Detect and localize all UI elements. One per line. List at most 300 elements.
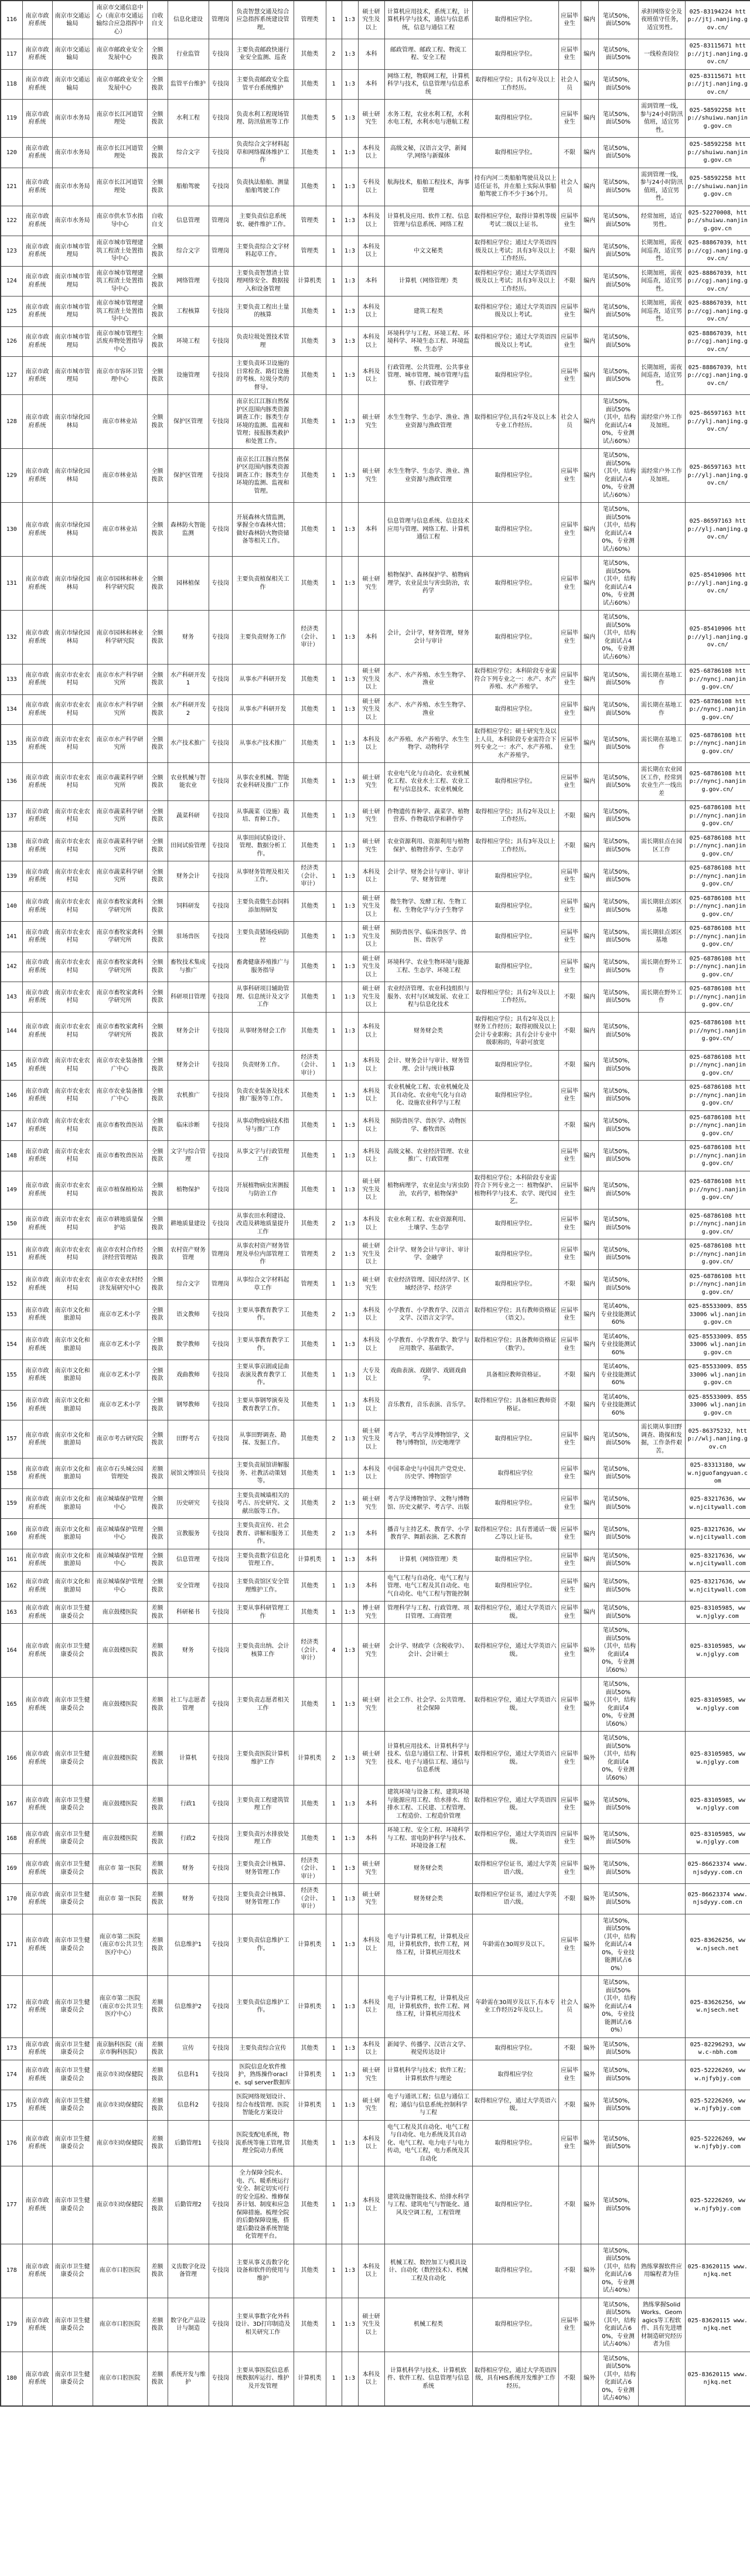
cell-other bbox=[472, 1141, 558, 1171]
cell-ratio: 1:3 bbox=[342, 1330, 358, 1360]
cell-post: 监管平台维护 bbox=[168, 69, 209, 100]
cell-contact: 025-83115671 http://jtj.nanjing.gov.cn/ bbox=[685, 69, 750, 100]
cell-exam: 笔试50%，面试50% bbox=[598, 297, 638, 327]
cell-count: 1 bbox=[326, 449, 342, 503]
cell-edu: 专科及以上 bbox=[358, 168, 384, 206]
cell-count: 1 bbox=[326, 1976, 342, 2038]
cell-other: 取得相应学位，取得计算机等级考试二级以上证书。 bbox=[472, 206, 558, 236]
cell-ratio: 1:3 bbox=[342, 694, 358, 725]
cell-exam: 笔试50%，面试50% bbox=[598, 1081, 638, 1111]
cell-post_type: 专技岗 bbox=[209, 449, 232, 503]
cell-unit: 南京市农村合作经济经营管理站 bbox=[93, 1239, 147, 1270]
cell-contact: 025-83313180，www.njguofangyuan.com bbox=[685, 1459, 750, 1489]
cell-contact: 025-83217636，www.njcitywall.com bbox=[685, 1571, 750, 1602]
cell-system: 南京市政府系统 bbox=[22, 2166, 52, 2244]
cell-no: 176 bbox=[1, 2120, 22, 2166]
cell-dept: 南京市绿化园林局 bbox=[52, 449, 93, 503]
cell-funding: 全额拨款 bbox=[147, 861, 168, 892]
cell-count: 1 bbox=[326, 357, 342, 395]
cell-post: 信息科1 bbox=[168, 2060, 209, 2090]
table-row bbox=[1, 39, 750, 70]
cell-count: 1 bbox=[326, 1914, 342, 1976]
cell-ratio: 1:3 bbox=[342, 952, 358, 982]
cell-category: 其他类 bbox=[294, 2244, 326, 2298]
cell-system: 南京市政府系统 bbox=[22, 801, 52, 832]
cell-dept: 南京市农业农村局 bbox=[52, 1081, 93, 1111]
cell-post: 设施管理 bbox=[168, 357, 209, 395]
cell-system: 南京市政府系统 bbox=[22, 1420, 52, 1459]
cell-count: 1 bbox=[326, 763, 342, 801]
cell-majors: 水生生物学、生态学、渔业、渔业资源与渔政管理 bbox=[384, 395, 472, 449]
cell-count: 1 bbox=[326, 1884, 342, 1914]
cell-remark bbox=[638, 1488, 685, 1519]
cell-dept: 南京市卫生健康委员会 bbox=[52, 1914, 93, 1976]
cell-ratio: 1:3 bbox=[342, 1976, 358, 2038]
cell-category: 其他类 bbox=[294, 922, 326, 952]
cell-contact: 025-68786108 http://nyncj.nanjing.gov.cn/ bbox=[685, 694, 750, 725]
cell-source: 应届毕业生 bbox=[558, 725, 581, 763]
cell-edu: 本科及以上 bbox=[358, 1081, 384, 1111]
cell-category: 其他类 bbox=[294, 1571, 326, 1602]
cell-funding: 差额拨款 bbox=[147, 1884, 168, 1914]
cell-exam: 笔试50%，面试50%（其中，结构化面试占40%，专业测试占60%） bbox=[598, 611, 638, 665]
cell-other: 取得相应学位。 bbox=[472, 557, 558, 611]
cell-unit: 南京市蔬菜科学研究所 bbox=[93, 763, 147, 801]
cell-majors: 环境工程、安全工程、环境科学与工程、雷电防护科学与技术、环境设备工程 bbox=[384, 1824, 472, 1854]
table-row bbox=[1, 1678, 750, 1732]
table-row bbox=[1, 557, 750, 611]
cell-estab: 编内 bbox=[581, 694, 598, 725]
cell-source: 应届毕业生 bbox=[558, 1488, 581, 1519]
cell-dept: 南京市水务局 bbox=[52, 138, 93, 168]
cell-remark bbox=[638, 1824, 685, 1854]
table-row bbox=[1, 665, 750, 695]
cell-remark: 经常加班，适宜男性。 bbox=[638, 206, 685, 236]
cell-estab: 编内 bbox=[581, 1171, 598, 1209]
cell-contact: 025-88867039，http://cgj.nanjing.gov.cn/ bbox=[685, 326, 750, 357]
cell-unit: 南京市妇幼保健院 bbox=[93, 2090, 147, 2121]
cell-remark bbox=[638, 861, 685, 892]
cell-ratio: 1:3 bbox=[342, 206, 358, 236]
table-row bbox=[1, 763, 750, 801]
cell-unit: 南京市长江河道管理处 bbox=[93, 168, 147, 206]
cell-system: 南京市政府系统 bbox=[22, 2352, 52, 2406]
cell-count: 2 bbox=[326, 1209, 342, 1239]
cell-edu: 本科 bbox=[358, 1824, 384, 1854]
cell-exam: 笔试50%，面试50%（其中，结构化面试占60%，专业测试占40%） bbox=[598, 2298, 638, 2352]
cell-post_type: 专技岗 bbox=[209, 357, 232, 395]
cell-edu: 硕士研究生 bbox=[358, 2090, 384, 2121]
cell-dept: 南京市卫生健康委员会 bbox=[52, 2244, 93, 2298]
cell-contact: 025-82296293，www.c-nbh.com bbox=[685, 2037, 750, 2060]
cell-desc: 主要从事教育教学工作。 bbox=[232, 1300, 294, 1330]
cell-exam: 笔试50%，面试50% bbox=[598, 891, 638, 922]
table-row bbox=[1, 1519, 750, 1549]
cell-category: 其他类 bbox=[294, 2298, 326, 2352]
cell-count: 2 bbox=[326, 1732, 342, 1786]
cell-estab: 编内 bbox=[581, 1420, 598, 1459]
cell-system: 南京市政府系统 bbox=[22, 611, 52, 665]
cell-unit: 南京城墙保护管理中心 bbox=[93, 1571, 147, 1602]
cell-system: 南京市政府系统 bbox=[22, 763, 52, 801]
cell-majors: 小学教育、小学教育学、数学与应用数学、基础数学。 bbox=[384, 1330, 472, 1360]
cell-system: 南京市政府系统 bbox=[22, 357, 52, 395]
cell-other: 具备相应教师资格证。 bbox=[472, 1360, 558, 1391]
cell-dept: 南京市卫生健康委员会 bbox=[52, 1976, 93, 2038]
cell-no: 133 bbox=[1, 665, 22, 695]
cell-system: 南京市政府系统 bbox=[22, 1269, 52, 1300]
cell-category: 管理类 bbox=[294, 1269, 326, 1300]
cell-dept: 南京市农业农村局 bbox=[52, 1110, 93, 1141]
cell-unit: 南京市艺术小学 bbox=[93, 1390, 147, 1420]
cell-source: 应届毕业生 bbox=[558, 557, 581, 611]
cell-majors: 电气工程及其自动化、电气工程与自动化、电力系统及其自动化、电气工程、电力电子与电力传动，电气工程，电力系统及其自动化 bbox=[384, 2120, 472, 2166]
table-row bbox=[1, 694, 750, 725]
cell-majors: 会计学、财政学（含税收学）、会计、会计硕士 bbox=[384, 1624, 472, 1678]
cell-other: 取得相应学位 bbox=[472, 2060, 558, 2090]
cell-estab: 编外 bbox=[581, 1914, 598, 1976]
cell-unit: 南京市水产科学研究所 bbox=[93, 694, 147, 725]
cell-category: 经济类（会计、审计） bbox=[294, 1884, 326, 1914]
cell-category: 其他类 bbox=[294, 982, 326, 1013]
table-row bbox=[1, 1624, 750, 1678]
cell-source: 应届毕业生 bbox=[558, 665, 581, 695]
cell-source: 不限 bbox=[558, 801, 581, 832]
cell-count: 1 bbox=[326, 266, 342, 297]
cell-category: 其他类 bbox=[294, 665, 326, 695]
cell-ratio: 1:3 bbox=[342, 297, 358, 327]
cell-post_type: 专技岗 bbox=[209, 1012, 232, 1050]
cell-post_type: 专技岗 bbox=[209, 2060, 232, 2090]
cell-source: 应届毕业生 bbox=[558, 2298, 581, 2352]
cell-desc: 主要从事钢琴演奏及教育教学工作。 bbox=[232, 1390, 294, 1420]
cell-post_type: 专技岗 bbox=[209, 1050, 232, 1081]
cell-unit: 南京市畜牧家禽科学研究所 bbox=[93, 952, 147, 982]
cell-majors: 农业经济管理、国民经济学、区域经济学、经济学 bbox=[384, 1269, 472, 1300]
cell-no: 139 bbox=[1, 861, 22, 892]
cell-edu: 本科 bbox=[358, 69, 384, 100]
cell-no: 175 bbox=[1, 2090, 22, 2121]
cell-count: 1 bbox=[326, 1678, 342, 1732]
table-row bbox=[1, 1420, 750, 1459]
cell-system: 南京市政府系统 bbox=[22, 831, 52, 861]
cell-count: 2 bbox=[326, 1488, 342, 1519]
cell-funding: 差额拨款 bbox=[147, 2166, 168, 2244]
cell-funding: 全额拨款 bbox=[147, 1300, 168, 1330]
cell-category: 其他类 bbox=[294, 357, 326, 395]
cell-no: 157 bbox=[1, 1420, 22, 1459]
cell-category: 其他类 bbox=[294, 1110, 326, 1141]
cell-count: 1 bbox=[326, 611, 342, 665]
cell-exam: 笔试50%，面试50% bbox=[598, 168, 638, 206]
cell-desc: 从事动物疫病技术指导与推广工作 bbox=[232, 1110, 294, 1141]
cell-other: 取得相应学位。 bbox=[472, 449, 558, 503]
cell-majors: 农业电气化与自动化、农业机械化工程、农业水土工程、农业工程与信息技术、农业机械化 bbox=[384, 763, 472, 801]
cell-desc: 主要负责展馆讲解服务、社教活动策划等。 bbox=[232, 1459, 294, 1489]
cell-no: 124 bbox=[1, 266, 22, 297]
cell-edu: 硕士研究生 bbox=[358, 1269, 384, 1300]
cell-funding: 差额拨款 bbox=[147, 2120, 168, 2166]
cell-contact: 025-68786108 http://nyncj.nanjing.gov.cn/ bbox=[685, 952, 750, 982]
cell-majors: 计算机及应用、软件工程、信息管理与信息系统、网络工程 bbox=[384, 206, 472, 236]
cell-desc: 全力保障全院水、电、汽、暖系统运行安全、制定切实可行的安全巡检、维修保养计划、制度和应急保障措施。梳理全院的后勤保障设施，搭建后勤设备系统智能化管理平台。 bbox=[232, 2166, 294, 2244]
cell-edu: 硕士研究生 bbox=[358, 2060, 384, 2090]
cell-no: 141 bbox=[1, 922, 22, 952]
cell-count: 1 bbox=[326, 1050, 342, 1081]
cell-ratio: 1:3 bbox=[342, 1420, 358, 1459]
cell-estab: 编内 bbox=[581, 1239, 598, 1270]
cell-category: 经济类（会计、审计） bbox=[294, 861, 326, 892]
cell-ratio: 1:3 bbox=[342, 1884, 358, 1914]
cell-remark: 长期加班，需夜间巡查，适宜男性。 bbox=[638, 297, 685, 327]
cell-category: 其他类 bbox=[294, 1141, 326, 1171]
cell-ratio: 1:3 bbox=[342, 326, 358, 357]
cell-no: 136 bbox=[1, 763, 22, 801]
cell-funding: 全额拨款 bbox=[147, 763, 168, 801]
cell-majors: 植物病理学，农业昆虫与害虫防治，农药学，植物保护 bbox=[384, 1171, 472, 1209]
cell-category: 其他类 bbox=[294, 69, 326, 100]
cell-category: 其他类 bbox=[294, 801, 326, 832]
cell-remark bbox=[638, 1141, 685, 1171]
cell-category: 计算机类 bbox=[294, 2090, 326, 2121]
cell-category: 其他类 bbox=[294, 1300, 326, 1330]
cell-source: 社会人员 bbox=[558, 168, 581, 206]
cell-estab: 编内 bbox=[581, 449, 598, 503]
cell-funding: 全额拨款 bbox=[147, 1239, 168, 1270]
cell-system: 南京市政府系统 bbox=[22, 1300, 52, 1330]
cell-post: 信息科2 bbox=[168, 2090, 209, 2121]
cell-remark bbox=[638, 557, 685, 611]
cell-source: 应届毕业生 bbox=[558, 763, 581, 801]
cell-no: 128 bbox=[1, 395, 22, 449]
cell-estab: 编内 bbox=[581, 611, 598, 665]
table-row bbox=[1, 2090, 750, 2121]
cell-other: 取得相应学位。 bbox=[472, 922, 558, 952]
cell-unit: 南京市畜牧家禽科学研究所 bbox=[93, 891, 147, 922]
cell-post_type: 专技岗 bbox=[209, 1171, 232, 1209]
table-row bbox=[1, 395, 750, 449]
cell-exam: 笔试50%，面试50% bbox=[598, 1171, 638, 1209]
cell-remark bbox=[638, 1239, 685, 1270]
cell-dept: 南京市农业农村局 bbox=[52, 694, 93, 725]
cell-post: 历史研究 bbox=[168, 1488, 209, 1519]
cell-count: 2 bbox=[326, 1420, 342, 1459]
cell-exam: 笔试40%，专业技能测试60% bbox=[598, 1390, 638, 1420]
cell-post_type: 管理岗 bbox=[209, 1269, 232, 1300]
cell-system: 南京市政府系统 bbox=[22, 1602, 52, 1624]
cell-exam: 笔试50%，面试50% bbox=[598, 1488, 638, 1519]
cell-category: 其他类 bbox=[294, 2166, 326, 2244]
cell-category: 其他类 bbox=[294, 1171, 326, 1209]
cell-post_type: 专技岗 bbox=[209, 763, 232, 801]
cell-funding: 全额拨款 bbox=[147, 922, 168, 952]
cell-dept: 南京市农业农村局 bbox=[52, 1141, 93, 1171]
cell-majors: 农业机械化工程、农业机械化及其自动化、农业电气化与自动化、设施农业科学与工程 bbox=[384, 1081, 472, 1111]
cell-ratio: 1:3 bbox=[342, 2352, 358, 2406]
cell-source: 不限 bbox=[558, 1269, 581, 1300]
cell-source: 应届毕业生 bbox=[558, 1209, 581, 1239]
cell-unit: 南京市交通信息中心（南京市交通运输综合应急指挥中心） bbox=[93, 1, 147, 39]
cell-post: 财务会计 bbox=[168, 1012, 209, 1050]
cell-majors: 邮政管理、邮政工程、物流工程、安全工程 bbox=[384, 39, 472, 70]
cell-count: 1 bbox=[326, 206, 342, 236]
cell-desc: 从事水产科研开发 bbox=[232, 665, 294, 695]
cell-estab: 编内 bbox=[581, 1269, 598, 1300]
cell-other: 取得相应学位。 bbox=[472, 2037, 558, 2060]
cell-source: 不限 bbox=[558, 1110, 581, 1141]
cell-estab: 编内 bbox=[581, 1300, 598, 1330]
cell-post: 船舶驾驶 bbox=[168, 168, 209, 206]
cell-estab: 编外 bbox=[581, 1824, 598, 1854]
cell-desc: 主要负责会计核算、财务管理工作 bbox=[232, 1853, 294, 1884]
cell-no: 178 bbox=[1, 2244, 22, 2298]
table-row bbox=[1, 2352, 750, 2406]
cell-post_type: 专技岗 bbox=[209, 2244, 232, 2298]
cell-count: 1 bbox=[326, 982, 342, 1013]
cell-unit: 南京鼓楼医院 bbox=[93, 1624, 147, 1678]
cell-post_type: 专技岗 bbox=[209, 1488, 232, 1519]
cell-count: 1 bbox=[326, 1330, 342, 1360]
cell-dept: 南京市卫生健康委员会 bbox=[52, 2060, 93, 2090]
cell-count: 1 bbox=[326, 503, 342, 557]
cell-source: 不限 bbox=[558, 1884, 581, 1914]
cell-dept: 南京市文化和旅游局 bbox=[52, 1420, 93, 1459]
cell-edu: 本科及以上 bbox=[358, 2166, 384, 2244]
cell-other: 取得相应学位 bbox=[472, 1459, 558, 1489]
cell-contact: 025-68786108 http://nyncj.nanjing.gov.cn/ bbox=[685, 1050, 750, 1081]
cell-edu: 大专及以上 bbox=[358, 1360, 384, 1391]
cell-system: 南京市政府系统 bbox=[22, 1171, 52, 1209]
cell-unit: 南京城墙保护管理中心 bbox=[93, 1519, 147, 1549]
cell-edu: 硕士研究生 bbox=[358, 1884, 384, 1914]
cell-post_type: 专技岗 bbox=[209, 1330, 232, 1360]
cell-no: 121 bbox=[1, 168, 22, 206]
cell-desc: 南京长江江豚自然保护区范围内豚类资源调查工作；豚类生存环境的监测、监视和管理；接报豚类救护和处置工作。 bbox=[232, 395, 294, 449]
cell-ratio: 1:3 bbox=[342, 39, 358, 70]
cell-majors: 高级文秘、农业经济管理、农业推广、行政管理 bbox=[384, 1141, 472, 1171]
table-row bbox=[1, 861, 750, 892]
cell-funding: 全额拨款 bbox=[147, 138, 168, 168]
cell-unit: 南京市艺术小学 bbox=[93, 1300, 147, 1330]
cell-unit: 南京城墙保护管理中心 bbox=[93, 1549, 147, 1571]
cell-exam: 笔试50%，面试50% bbox=[598, 1269, 638, 1300]
cell-unit: 南京市口腔医院 bbox=[93, 2352, 147, 2406]
cell-desc: 主要负责污水排放处理工作 bbox=[232, 1824, 294, 1854]
cell-majors: 考古学，考古学及博物馆学，文物与博物馆，历史地理学 bbox=[384, 1420, 472, 1459]
cell-source: 应届毕业生 bbox=[558, 1678, 581, 1732]
cell-other: 取得相应学位。 bbox=[472, 1420, 558, 1459]
cell-system: 南京市政府系统 bbox=[22, 557, 52, 611]
cell-remark: 需长期从事田野调查、勘探和发掘，工作条件艰苦。 bbox=[638, 1420, 685, 1459]
cell-dept: 南京市绿化园林局 bbox=[52, 611, 93, 665]
cell-system: 南京市政府系统 bbox=[22, 2120, 52, 2166]
cell-count: 1 bbox=[326, 1549, 342, 1571]
cell-desc: 从事农村资产财务管理及单位内部管理工作 bbox=[232, 1239, 294, 1270]
cell-ratio: 1:3 bbox=[342, 1678, 358, 1732]
cell-other: 取得相应学位。 bbox=[472, 357, 558, 395]
cell-estab: 编外 bbox=[581, 1853, 598, 1884]
cell-other: 取得相应学位；具有2年及以上工作经历。 bbox=[472, 982, 558, 1013]
cell-category: 管理类 bbox=[294, 206, 326, 236]
cell-post_type: 专技岗 bbox=[209, 611, 232, 665]
cell-post: 财务 bbox=[168, 1624, 209, 1678]
cell-dept: 南京市文化和旅游局 bbox=[52, 1459, 93, 1489]
cell-edu: 硕士研究生及以上 bbox=[358, 922, 384, 952]
cell-majors: 社会工作、社会学、公共管理、社会保障 bbox=[384, 1678, 472, 1732]
cell-source: 社会人员 bbox=[558, 1976, 581, 2038]
cell-source: 不限 bbox=[558, 138, 581, 168]
cell-category: 其他类 bbox=[294, 1602, 326, 1624]
cell-ratio: 1:3 bbox=[342, 503, 358, 557]
cell-remark: 需长期在基地工作 bbox=[638, 665, 685, 695]
cell-majors: 电子与通讯工程；信息与通信工程；通信与信息系统;控制科学与工程 bbox=[384, 2090, 472, 2121]
cell-funding: 差额拨款 bbox=[147, 1732, 168, 1786]
cell-majors: 计算机（网络管理）类 bbox=[384, 1549, 472, 1571]
cell-exam: 笔试50%，面试50% bbox=[598, 2090, 638, 2121]
cell-source: 应届毕业生 bbox=[558, 1786, 581, 1824]
cell-exam: 笔试50%，面试50%（其中，结构化面试占40%，专业测试占60%） bbox=[598, 395, 638, 449]
cell-post_type: 专技岗 bbox=[209, 1824, 232, 1854]
cell-estab: 编内 bbox=[581, 861, 598, 892]
cell-dept: 南京市农业农村局 bbox=[52, 801, 93, 832]
cell-estab: 编内 bbox=[581, 665, 598, 695]
cell-funding: 差额拨款 bbox=[147, 2037, 168, 2060]
cell-source: 不限 bbox=[558, 2037, 581, 2060]
table-row bbox=[1, 611, 750, 665]
cell-post: 植物保护 bbox=[168, 1171, 209, 1209]
cell-system: 南京市政府系统 bbox=[22, 1459, 52, 1489]
cell-other: 取得相应学位。 bbox=[472, 2120, 558, 2166]
cell-funding: 自收自支 bbox=[147, 1, 168, 39]
cell-exam: 笔试50%，面试50% bbox=[598, 1571, 638, 1602]
cell-source: 应届毕业生 bbox=[558, 1519, 581, 1549]
cell-source: 应届毕业生 bbox=[558, 1459, 581, 1489]
cell-post_type: 专技岗 bbox=[209, 1549, 232, 1571]
cell-remark bbox=[638, 1853, 685, 1884]
cell-desc: 医院信息化软件维护，熟练操作oracle、sql server数据库 bbox=[232, 2060, 294, 2090]
cell-contact: 025-83620115 www.njkq.net bbox=[685, 2298, 750, 2352]
cell-majors: 会计，会计学，财务管理，财务会计与审计 bbox=[384, 611, 472, 665]
cell-dept: 南京市卫生健康委员会 bbox=[52, 2298, 93, 2352]
cell-edu: 本科 bbox=[358, 1571, 384, 1602]
cell-other: 取得相应学位；本科阶段专业需符合下列专业之一：水产、水产养殖、水产养殖学。 bbox=[472, 665, 558, 695]
cell-unit: 南京市妇幼保健院 bbox=[93, 2060, 147, 2090]
cell-post_type: 专技岗 bbox=[209, 326, 232, 357]
cell-exam: 笔试50%，面试50% bbox=[598, 1050, 638, 1081]
cell-funding: 全额拨款 bbox=[147, 39, 168, 70]
cell-source: 应届毕业生 bbox=[558, 1853, 581, 1884]
cell-category: 其他类 bbox=[294, 2037, 326, 2060]
cell-post_type: 专技岗 bbox=[209, 1571, 232, 1602]
cell-post: 后勤管理2 bbox=[168, 2166, 209, 2244]
cell-unit: 南京市水产科学研究所 bbox=[93, 725, 147, 763]
cell-edu: 本科及以上 bbox=[358, 725, 384, 763]
cell-ratio: 1:3 bbox=[342, 266, 358, 297]
cell-desc: 负责财务工作。 bbox=[232, 1050, 294, 1081]
cell-unit: 南京鼓楼医院 bbox=[93, 1678, 147, 1732]
table-row bbox=[1, 1269, 750, 1300]
cell-dept: 南京市卫生健康委员会 bbox=[52, 2166, 93, 2244]
cell-funding: 差额拨款 bbox=[147, 1786, 168, 1824]
cell-source: 社会人员 bbox=[558, 69, 581, 100]
cell-majors: 音乐教育，音乐表演、音乐学。 bbox=[384, 1390, 472, 1420]
cell-estab: 编内 bbox=[581, 801, 598, 832]
cell-system: 南京市政府系统 bbox=[22, 1488, 52, 1519]
cell-remark: 需长期在基地工作 bbox=[638, 725, 685, 763]
cell-system: 南京市政府系统 bbox=[22, 952, 52, 982]
cell-other: 取得相应学位；具有2年及以上工作经历。 bbox=[472, 801, 558, 832]
cell-remark bbox=[638, 1786, 685, 1824]
